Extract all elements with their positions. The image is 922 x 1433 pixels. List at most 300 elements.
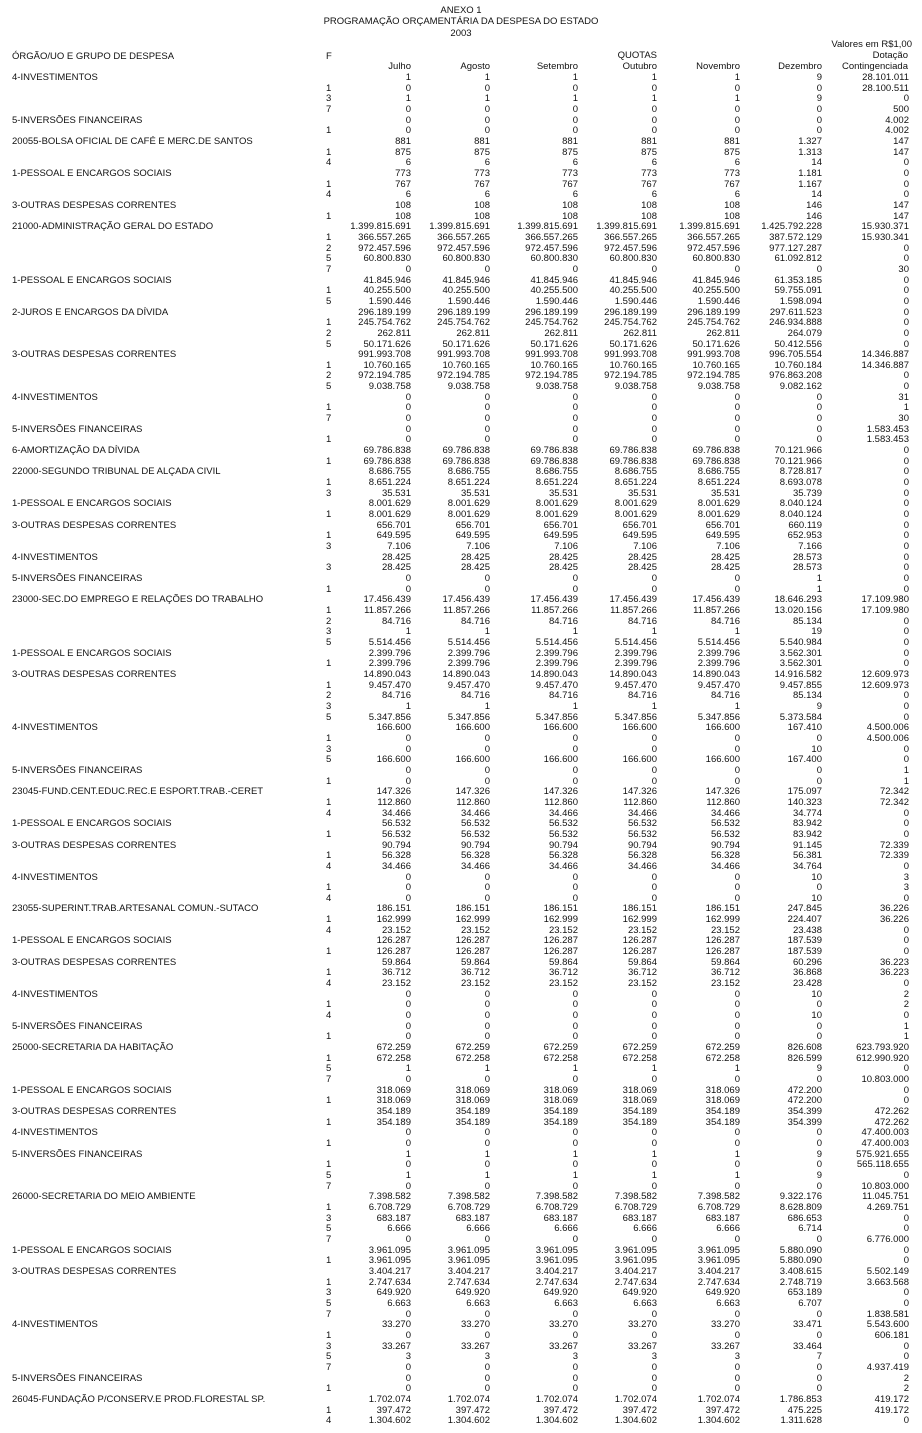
cell-setembro: 0 <box>572 114 578 126</box>
cell-agosto: 56.532 <box>460 828 490 840</box>
cell-novembro: 5.514.456 <box>697 636 740 648</box>
cell-setembro: 672.258 <box>543 1052 578 1064</box>
cell-setembro: 8.651.224 <box>535 477 578 489</box>
cell-julho: 112.860 <box>377 796 411 808</box>
cell-setembro: 6.708.729 <box>535 1201 578 1213</box>
cell-setembro: 2.399.796 <box>535 647 578 659</box>
cell-novembro: 14.890.043 <box>692 668 740 680</box>
cell-agosto: 354.189 <box>455 1116 490 1128</box>
cell-dotacao-contingenciada: 3 <box>903 871 909 883</box>
cell-julho: 0 <box>405 402 411 414</box>
cell-setembro: 0 <box>572 1383 578 1395</box>
cell-dotacao-contingenciada: 12.609.973 <box>861 679 909 691</box>
cell-novembro: 318.069 <box>705 1095 740 1107</box>
cell-outubro: 60.800.830 <box>609 253 657 265</box>
cell-dezembro: 0 <box>816 1361 822 1373</box>
cell-dezembro: 0 <box>816 125 822 137</box>
cell-novembro: 672.259 <box>705 1042 740 1054</box>
cell-dezembro: 0 <box>816 882 822 894</box>
cell-julho: 40.255.500 <box>363 285 411 297</box>
cell-setembro: 972.194.785 <box>525 370 578 382</box>
cell-agosto: 2.747.634 <box>447 1276 490 1288</box>
cell-julho: 0 <box>405 988 411 1000</box>
cell-setembro: 6 <box>572 157 578 169</box>
cell-setembro: 0 <box>572 263 578 275</box>
cell-setembro: 59.864 <box>548 956 578 968</box>
cell-julho: 17.456.439 <box>363 594 411 606</box>
cell-dezembro: 0 <box>816 434 822 446</box>
cell-agosto: 23.152 <box>460 924 490 936</box>
cell-outubro: 7.106 <box>633 541 657 553</box>
fonte-code: 5 <box>326 1297 332 1309</box>
cell-julho: 773 <box>395 167 411 179</box>
cell-novembro: 41.845.946 <box>692 274 740 286</box>
fonte-code: 3 <box>326 93 332 105</box>
cell-dotacao-contingenciada: 0 <box>903 690 909 702</box>
cell-setembro: 40.255.500 <box>530 285 578 297</box>
cell-agosto: 991.993.708 <box>437 349 490 361</box>
cell-dotacao-contingenciada: 47.400.003 <box>861 1127 909 1139</box>
column-header-month: Outubro <box>622 61 657 72</box>
cell-dotacao-contingenciada: 575.921.655 <box>856 1148 909 1160</box>
cell-novembro: 0 <box>734 1074 740 1086</box>
column-header-contingenciada: Contingenciada <box>841 61 908 72</box>
cell-outubro: 991.993.708 <box>604 349 657 361</box>
cell-julho: 318.069 <box>376 1095 411 1107</box>
cell-dezembro: 0 <box>816 1372 822 1384</box>
cell-outubro: 875 <box>641 146 657 158</box>
cell-julho: 60.800.830 <box>363 253 411 265</box>
cell-julho: 6.666 <box>387 1223 411 1235</box>
cell-agosto: 0 <box>484 573 490 585</box>
cell-julho: 11.857.266 <box>364 605 411 616</box>
cell-setembro: 56.328 <box>548 850 578 862</box>
cell-dotacao-contingenciada: 2 <box>903 1372 909 1384</box>
cell-dezembro: 264.079 <box>787 327 822 339</box>
cell-julho: 2.747.634 <box>368 1276 411 1288</box>
fonte-code: 7 <box>326 103 332 115</box>
cell-agosto: 0 <box>484 1383 490 1395</box>
cell-outubro: 0 <box>651 114 657 126</box>
cell-novembro: 245.754.762 <box>687 317 740 329</box>
cell-agosto: 34.466 <box>460 860 490 872</box>
cell-novembro: 6.708.729 <box>697 1201 740 1213</box>
cell-novembro: 40.255.500 <box>692 285 740 297</box>
cell-setembro: 23.152 <box>548 924 578 936</box>
cell-novembro: 9.457.470 <box>697 679 740 691</box>
cell-novembro: 0 <box>734 892 740 904</box>
cell-dezembro: 0 <box>816 1383 822 1395</box>
cell-dotacao-contingenciada: 1.838.581 <box>866 1308 909 1320</box>
fonte-code: 3 <box>326 1340 332 1352</box>
cell-dotacao-contingenciada: 2 <box>903 988 909 1000</box>
cell-novembro: 991.993.708 <box>687 349 740 361</box>
row-label: 3-OUTRAS DESPESAS CORRENTES <box>12 199 177 211</box>
fonte-code: 5 <box>326 381 332 393</box>
cell-agosto: 0 <box>484 999 490 1011</box>
cell-novembro: 3 <box>734 1351 740 1363</box>
cell-agosto: 354.189 <box>455 1106 490 1118</box>
cell-julho: 672.258 <box>376 1052 411 1064</box>
row-label: 1-PESSOAL E ENCARGOS SOCIAIS <box>12 818 172 830</box>
cell-julho: 0 <box>405 1159 411 1171</box>
cell-dezembro: 0 <box>816 1233 822 1245</box>
cell-dotacao-contingenciada: 606.181 <box>874 1329 909 1341</box>
cell-dotacao-contingenciada: 0 <box>903 818 909 830</box>
cell-agosto: 40.255.500 <box>442 285 490 297</box>
cell-dezembro: 1.311.628 <box>780 1415 822 1427</box>
cell-agosto: 8.686.755 <box>447 466 490 478</box>
cell-agosto: 0 <box>484 732 490 744</box>
fonte-code: 5 <box>326 338 332 350</box>
cell-agosto: 108 <box>474 210 490 222</box>
cell-dezembro: 8.628.809 <box>779 1201 822 1213</box>
cell-agosto: 33.270 <box>460 1319 490 1331</box>
cell-julho: 2.399.796 <box>368 658 411 670</box>
cell-outubro: 0 <box>651 1233 657 1245</box>
cell-julho: 23.152 <box>381 978 411 990</box>
cell-setembro: 649.920 <box>543 1287 578 1299</box>
cell-outubro: 90.794 <box>627 839 657 851</box>
row-label: 3-OUTRAS DESPESAS CORRENTES <box>12 956 177 968</box>
cell-setembro: 1 <box>572 1148 578 1160</box>
cell-novembro: 10.760.165 <box>692 359 740 371</box>
cell-agosto: 50.171.626 <box>442 338 490 350</box>
cell-novembro: 56.328 <box>710 850 740 862</box>
cell-dezembro: 146 <box>806 210 822 222</box>
cell-julho: 0 <box>405 82 411 94</box>
cell-dezembro: 23.438 <box>792 924 822 936</box>
cell-julho: 34.466 <box>381 807 411 819</box>
cell-agosto: 7.106 <box>466 541 490 553</box>
cell-julho: 126.287 <box>376 935 411 947</box>
cell-novembro: 8.001.629 <box>697 509 740 521</box>
cell-setembro: 354.189 <box>543 1106 578 1118</box>
cell-setembro: 0 <box>572 583 578 595</box>
cell-dotacao-contingenciada: 3.663.568 <box>866 1276 909 1288</box>
cell-setembro: 90.794 <box>548 839 578 851</box>
fonte-code: 7 <box>326 1180 332 1192</box>
cell-outubro: 649.595 <box>622 530 657 542</box>
cell-julho: 56.532 <box>381 828 411 840</box>
fonte-code: 1 <box>326 1052 332 1064</box>
cell-dotacao-contingenciada: 0 <box>903 1255 909 1267</box>
cell-outubro: 7.398.582 <box>614 1191 657 1203</box>
cell-outubro: 6 <box>651 157 657 169</box>
fonte-code: 3 <box>326 743 332 755</box>
cell-julho: 0 <box>405 775 411 787</box>
cell-julho: 33.267 <box>381 1340 411 1352</box>
cell-agosto: 881 <box>474 135 490 147</box>
cell-outubro: 56.328 <box>627 850 657 862</box>
cell-julho: 318.069 <box>376 1084 411 1096</box>
fonte-code: 2 <box>326 615 332 627</box>
cell-setembro: 0 <box>572 775 578 787</box>
cell-novembro: 0 <box>734 114 740 126</box>
cell-outubro: 2.747.634 <box>614 1276 657 1288</box>
quotas-header: QUOTAS <box>617 50 657 61</box>
cell-outubro: 656.701 <box>622 519 657 531</box>
cell-agosto: 0 <box>484 988 490 1000</box>
fonte-code: 1 <box>326 455 332 467</box>
cell-julho: 0 <box>405 1127 411 1139</box>
cell-novembro: 0 <box>734 1127 740 1139</box>
cell-dotacao-contingenciada: 0 <box>903 306 909 318</box>
cell-setembro: 0 <box>572 1372 578 1384</box>
cell-dotacao-contingenciada: 47.400.003 <box>861 1138 909 1149</box>
cell-outubro: 0 <box>651 573 657 585</box>
cell-julho: 8.686.755 <box>368 466 411 478</box>
cell-outubro: 2.399.796 <box>614 658 657 670</box>
cell-novembro: 84.716 <box>710 690 740 702</box>
cell-setembro: 3 <box>572 1351 578 1363</box>
cell-novembro: 35.531 <box>710 487 740 499</box>
cell-agosto: 1 <box>484 626 490 638</box>
cell-outubro: 147.326 <box>622 786 657 798</box>
cell-outubro: 0 <box>651 1180 657 1192</box>
cell-novembro: 7.106 <box>716 541 740 553</box>
cell-novembro: 6 <box>734 189 740 201</box>
cell-novembro: 972.457.596 <box>687 242 740 254</box>
cell-dotacao-contingenciada: 419.172 <box>874 1404 909 1416</box>
cell-agosto: 6 <box>484 157 490 169</box>
fonte-code: 1 <box>326 146 332 158</box>
fonte-code: 4 <box>326 892 332 904</box>
cell-agosto: 112.860 <box>456 796 490 808</box>
cell-novembro: 11.857.266 <box>693 605 740 616</box>
cell-novembro: 69.786.838 <box>692 445 740 457</box>
cell-setembro: 354.189 <box>543 1116 578 1128</box>
cell-novembro: 0 <box>734 732 740 744</box>
fonte-code: 1 <box>326 317 332 329</box>
cell-novembro: 0 <box>734 1031 740 1043</box>
cell-dezembro: 297.611.523 <box>769 306 822 318</box>
cell-novembro: 126.287 <box>705 935 740 947</box>
cell-dezembro: 0 <box>816 775 822 787</box>
cell-julho: 69.786.838 <box>363 455 411 467</box>
cell-setembro: 0 <box>572 871 578 883</box>
cell-agosto: 0 <box>484 1233 490 1245</box>
cell-novembro: 3.961.095 <box>697 1244 740 1256</box>
cell-setembro: 366.557.265 <box>525 231 578 243</box>
cell-setembro: 0 <box>572 103 578 115</box>
row-label: 4-INVESTIMENTOS <box>12 1319 98 1331</box>
cell-dezembro: 70.121.966 <box>774 455 822 467</box>
row-label: 5-INVERSÕES FINANCEIRAS <box>12 573 143 585</box>
row-label: 3-OUTRAS DESPESAS CORRENTES <box>12 349 177 361</box>
cell-julho: 126.287 <box>376 946 411 958</box>
cell-setembro: 0 <box>572 1159 578 1171</box>
cell-julho: 972.457.596 <box>358 242 411 254</box>
cell-dotacao-contingenciada: 147 <box>893 135 909 147</box>
cell-outubro: 34.466 <box>627 860 657 872</box>
cell-setembro: 8.001.629 <box>535 509 578 521</box>
cell-setembro: 881 <box>562 135 578 147</box>
cell-agosto: 0 <box>484 1308 490 1320</box>
cell-outubro: 166.600 <box>622 754 657 766</box>
cell-dotacao-contingenciada: 0 <box>903 167 909 179</box>
row-label: 26045-FUNDAÇÃO P/CONSERV.E PROD.FLORESTAL SP. <box>12 1393 266 1405</box>
cell-outubro: 108 <box>641 199 657 211</box>
cell-setembro: 1.304.602 <box>535 1415 578 1427</box>
cell-setembro: 8.001.629 <box>535 498 578 510</box>
row-label: 4-INVESTIMENTOS <box>12 988 98 1000</box>
row-label: 20055-BOLSA OFICIAL DE CAFÉ E MERC.DE SANTOS <box>12 135 253 147</box>
fonte-code: 7 <box>326 1233 332 1245</box>
cell-agosto: 1.399.815.691 <box>429 221 490 233</box>
cell-dezembro: 1 <box>816 573 822 585</box>
cell-dezembro: 34.764 <box>792 860 822 872</box>
cell-setembro: 773 <box>562 167 578 179</box>
cell-agosto: 3.961.095 <box>447 1244 490 1256</box>
cell-outubro: 84.716 <box>627 615 657 627</box>
cell-novembro: 0 <box>734 573 740 585</box>
cell-dotacao-contingenciada: 0 <box>903 946 909 958</box>
cell-agosto: 0 <box>484 413 490 425</box>
cell-dezembro: 10 <box>811 1010 822 1022</box>
cell-setembro: 60.800.830 <box>530 253 578 265</box>
cell-agosto: 0 <box>484 1074 490 1086</box>
cell-novembro: 17.456.439 <box>692 594 740 606</box>
cell-setembro: 6 <box>572 189 578 201</box>
cell-outubro: 162.999 <box>622 914 657 926</box>
cell-dotacao-contingenciada: 0 <box>903 1415 909 1427</box>
fonte-code: 1 <box>326 732 332 744</box>
cell-setembro: 0 <box>572 1031 578 1043</box>
cell-dotacao-contingenciada: 30 <box>898 413 909 425</box>
cell-agosto: 23.152 <box>460 978 490 990</box>
cell-outubro: 112.860 <box>623 796 657 808</box>
cell-dezembro: 0 <box>816 1329 822 1341</box>
cell-dezembro: 1.425.792.228 <box>761 221 822 233</box>
cell-dotacao-contingenciada: 0 <box>903 1297 909 1309</box>
cell-agosto: 0 <box>484 1031 490 1043</box>
cell-agosto: 6.666 <box>466 1223 490 1235</box>
cell-novembro: 773 <box>724 167 740 179</box>
cell-novembro: 0 <box>734 82 740 94</box>
cell-agosto: 28.425 <box>460 562 490 574</box>
cell-dotacao-contingenciada: 0 <box>903 455 909 467</box>
cell-dezembro: 8.728.817 <box>779 466 822 478</box>
cell-setembro: 56.532 <box>548 818 578 830</box>
cell-dezembro: 50.412.556 <box>774 338 822 350</box>
fonte-code: 1 <box>326 914 332 926</box>
cell-dezembro: 0 <box>816 263 822 275</box>
cell-dezembro: 33.464 <box>792 1340 822 1352</box>
cell-dotacao-contingenciada: 0 <box>903 828 909 840</box>
cell-novembro: 186.151 <box>705 903 740 915</box>
cell-novembro: 1 <box>734 1169 740 1181</box>
cell-novembro: 354.189 <box>705 1116 740 1128</box>
cell-outubro: 84.716 <box>627 690 657 702</box>
cell-outubro: 366.557.265 <box>604 231 657 243</box>
cell-novembro: 0 <box>734 583 740 595</box>
cell-agosto: 0 <box>484 1329 490 1341</box>
cell-agosto: 672.259 <box>455 1042 490 1054</box>
cell-julho: 166.600 <box>376 754 411 766</box>
cell-novembro: 23.152 <box>710 924 740 936</box>
cell-julho: 1 <box>405 72 411 83</box>
cell-julho: 0 <box>405 743 411 755</box>
cell-outubro: 0 <box>651 1372 657 1384</box>
row-label: 1-PESSOAL E ENCARGOS SOCIAIS <box>12 1084 172 1096</box>
cell-outubro: 108 <box>641 210 657 222</box>
cell-setembro: 9.038.758 <box>535 381 578 393</box>
cell-dotacao-contingenciada: 5.543.600 <box>866 1319 909 1331</box>
cell-agosto: 10.760.165 <box>442 359 490 371</box>
cell-outubro: 5.347.856 <box>614 711 657 723</box>
cell-outubro: 23.152 <box>627 978 657 990</box>
cell-outubro: 1.590.446 <box>614 295 657 307</box>
cell-dotacao-contingenciada: 0 <box>903 93 909 105</box>
cell-novembro: 0 <box>734 775 740 787</box>
cell-dotacao-contingenciada: 0 <box>903 317 909 329</box>
cell-dezembro: 187.539 <box>787 946 822 958</box>
cell-outubro: 0 <box>651 263 657 275</box>
cell-dotacao-contingenciada: 6.776.000 <box>866 1233 909 1245</box>
cell-dezembro: 475.225 <box>787 1404 822 1416</box>
cell-dotacao-contingenciada: 0 <box>903 1244 909 1256</box>
cell-setembro: 126.287 <box>543 946 578 958</box>
fonte-code: 7 <box>326 413 332 425</box>
cell-setembro: 7.106 <box>554 541 578 553</box>
cell-dotacao-contingenciada: 0 <box>903 487 909 499</box>
cell-julho: 8.001.629 <box>368 509 411 521</box>
cell-agosto: 147.326 <box>455 786 490 798</box>
cell-agosto: 3 <box>484 1351 490 1363</box>
cell-novembro: 23.152 <box>710 978 740 990</box>
cell-novembro: 147.326 <box>705 786 740 798</box>
cell-outubro: 10.760.165 <box>609 359 657 371</box>
cell-julho: 162.999 <box>376 914 411 926</box>
cell-dotacao-contingenciada: 0 <box>903 498 909 510</box>
cell-julho: 6.663 <box>387 1297 411 1309</box>
cell-dotacao-contingenciada: 31 <box>898 391 909 403</box>
cell-agosto: 0 <box>484 583 490 595</box>
units-note: Valores em R$1,00 <box>831 39 912 50</box>
cell-outubro: 9.457.470 <box>614 679 657 691</box>
cell-julho: 33.270 <box>381 1319 411 1331</box>
row-label: 26000-SECRETARIA DO MEIO AMBIENTE <box>12 1191 196 1203</box>
cell-dezembro: 10 <box>811 871 822 883</box>
cell-novembro: 0 <box>734 263 740 275</box>
cell-setembro: 17.456.439 <box>530 594 578 606</box>
cell-dotacao-contingenciada: 72.342 <box>879 796 909 808</box>
cell-outubro: 23.152 <box>627 924 657 936</box>
cell-outubro: 881 <box>641 135 657 147</box>
cell-agosto: 0 <box>484 743 490 755</box>
cell-setembro: 0 <box>572 1329 578 1341</box>
cell-dezembro: 1.786.853 <box>779 1393 822 1405</box>
cell-agosto: 3.404.217 <box>447 1265 490 1277</box>
row-label: 5-INVERSÕES FINANCEIRAS <box>12 423 143 435</box>
cell-julho: 0 <box>405 892 411 904</box>
cell-agosto: 0 <box>484 434 490 446</box>
fonte-code: 2 <box>326 242 332 254</box>
cell-outubro: 28.425 <box>627 551 657 563</box>
row-label: 1-PESSOAL E ENCARGOS SOCIAIS <box>12 1244 172 1256</box>
cell-dotacao-contingenciada: 4.002 <box>885 125 909 137</box>
row-label: 4-INVESTIMENTOS <box>12 72 98 83</box>
cell-dezembro: 5.880.090 <box>779 1255 822 1267</box>
cell-dezembro: 977.127.287 <box>769 242 822 254</box>
cell-outubro: 0 <box>651 1031 657 1043</box>
fonte-code: 1 <box>326 828 332 840</box>
cell-julho: 0 <box>405 1180 411 1192</box>
cell-julho: 35.531 <box>381 487 411 499</box>
fonte-code: 1 <box>326 775 332 787</box>
cell-outubro: 972.194.785 <box>604 370 657 382</box>
